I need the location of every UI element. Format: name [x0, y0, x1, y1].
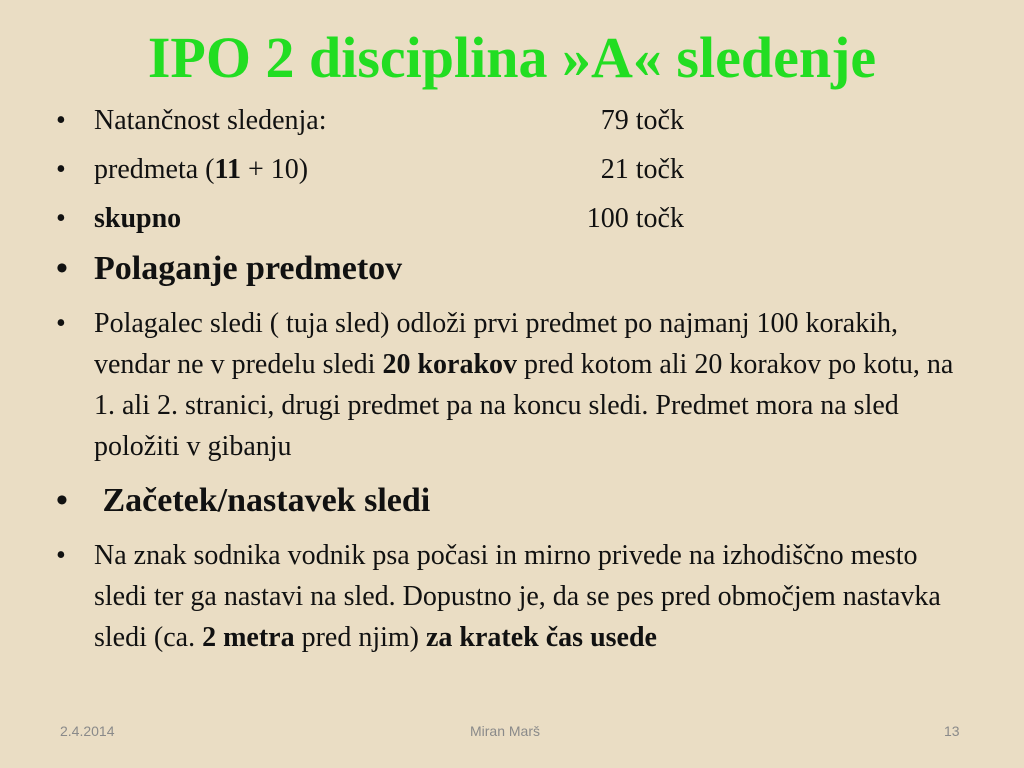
section-heading-text: Polaganje predmetov [94, 250, 403, 287]
bullet-icon: • [56, 482, 68, 519]
score-item-total [50, 198, 970, 239]
score-label-prefix: predmeta ( [94, 154, 215, 185]
bullet-icon: • [56, 540, 66, 571]
score-points: 100 točk [586, 203, 684, 234]
paragraph-text-part: pred kotom ali 20 korakov po kotu, na 1. ali 2. stranici, drugi predmet pa na koncu sledi. Predmet mora na sled položiti v gibanju [94, 349, 954, 462]
paragraph-bold-part: za kratek čas usede [426, 622, 657, 653]
score-label: Natančnost sledenja: [94, 105, 327, 136]
paragraph-bold-part: 2 metra [202, 622, 295, 653]
paragraph-text [94, 308, 953, 462]
footer-date: 2.4.2014 [60, 723, 115, 739]
paragraph-text-part: pred njim) [294, 622, 426, 653]
score-label: skupno [94, 203, 182, 234]
paragraph-text-part: Polagalec sledi ( tuja sled) odloži prvi predmet po najmanj 100 korakih, vendar ne v predelu sledi [94, 308, 899, 380]
bullet-icon: • [56, 154, 66, 185]
section-heading-articles [50, 247, 970, 291]
section-paragraph-track-start [50, 535, 970, 658]
section-heading-track-start [50, 479, 970, 523]
bullet-icon: • [56, 203, 66, 234]
bullet-icon: • [56, 308, 66, 339]
slide-content [50, 100, 970, 670]
score-item-articles [50, 149, 970, 190]
bullet-icon: • [56, 105, 66, 136]
bullet-icon: • [56, 250, 68, 287]
score-label-suffix: + 10) [240, 154, 309, 185]
score-points: 21 točk [600, 154, 684, 185]
slide-title: IPO 2 disciplina »A« sledenje [147, 25, 877, 90]
score-item-accuracy [50, 100, 970, 141]
paragraph-bold-part: 20 korakov [382, 349, 518, 380]
paragraph-text [94, 540, 941, 653]
score-label-bold: 11 [214, 154, 241, 185]
paragraph-text-part: Na znak sodnika vodnik psa počasi in mirno privede na izhodiščno mesto sledi ter ga nastavi na sled. Dopustno je, da se pes pred območjem nastavka sledi (ca. [94, 540, 941, 653]
score-label [94, 149, 554, 190]
footer-author: Miran Marš [470, 723, 541, 739]
section-heading-text: Začetek/nastavek sledi [94, 482, 431, 519]
section-paragraph-articles [50, 303, 970, 467]
footer-page-number: 13 [944, 723, 960, 739]
score-points: 79 točk [600, 105, 684, 136]
